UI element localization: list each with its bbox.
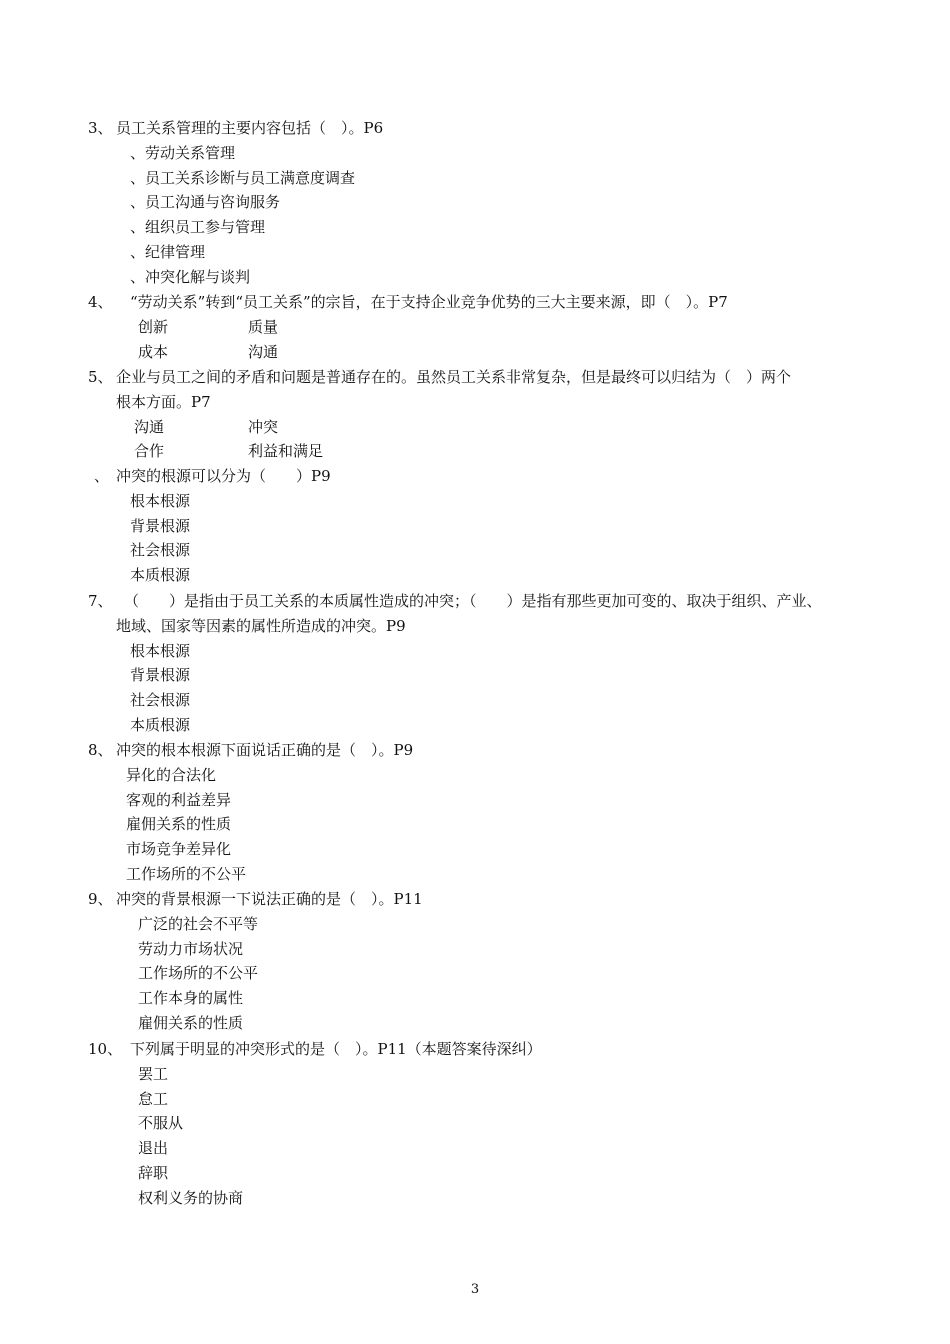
question-number: 10、 [88, 1040, 123, 1058]
question-text: 下列属于明显的冲突形式的是（ ）。P11（本题答案待深纠） [130, 1040, 542, 1058]
question-10-stem [88, 1037, 868, 1062]
option-row [88, 340, 868, 365]
option: 广泛的社会不平等 [138, 914, 259, 933]
question-3-stem [88, 116, 868, 141]
question-text: 员工关系管理的主要内容包括（ ）。P6 [116, 119, 384, 137]
question-4-stem [88, 290, 868, 315]
question-text: （ ）是指由于员工关系的本质属性造成的冲突；（ ）是指有那些更加可变的、取决于组织、产业、 [124, 592, 822, 610]
question-text: 冲突的背景根源一下说法正确的是（ ）。P11 [116, 890, 423, 908]
option: 客观的利益差异 [126, 790, 232, 809]
question-3 [88, 116, 868, 290]
question-6 [88, 464, 868, 588]
question-7 [88, 589, 868, 738]
option: 沟通 [248, 342, 279, 361]
question-text: “劳动关系”转到“员工关系”的宗旨，在于支持企业竞争优势的三大主要来源，即（ ）。P7 [130, 293, 728, 311]
option-row [88, 439, 868, 464]
question-number: 5、 [88, 368, 113, 386]
question-number: 3、 [88, 119, 113, 137]
question-number: 8、 [88, 741, 113, 759]
option: 质量 [248, 317, 279, 336]
question-text-continued: 地域、国家等因素的属性所造成的冲突。P9 [116, 616, 406, 635]
question-6-stem [88, 464, 868, 489]
option: 、纪律管理 [130, 242, 206, 261]
option: 雇佣关系的性质 [126, 815, 232, 834]
option: 、冲突化解与谈判 [130, 267, 251, 286]
option: 工作本身的属性 [138, 989, 244, 1008]
question-number: 9、 [88, 890, 113, 908]
question-number: 、 [94, 467, 110, 485]
question-text: 冲突的根本根源下面说话正确的是（ ）。P9 [116, 741, 414, 759]
option: 本质根源 [130, 566, 191, 585]
question-7-stem [88, 589, 868, 614]
question-5 [88, 365, 868, 464]
question-8-stem [88, 738, 868, 763]
option: 退出 [138, 1139, 169, 1158]
option: 异化的合法化 [126, 765, 217, 784]
question-5-stem [88, 365, 868, 390]
option-row [88, 315, 868, 340]
option: 、员工沟通与咨询服务 [130, 193, 281, 212]
question-text-continued: 根本方面。P7 [116, 392, 211, 411]
option: 工作场所的不公平 [138, 964, 259, 983]
option: 背景根源 [130, 666, 191, 685]
question-text: 冲突的根源可以分为（ ）P9 [116, 467, 331, 485]
option: 利益和满足 [248, 442, 324, 461]
question-9 [88, 887, 868, 1036]
question-10 [88, 1037, 868, 1211]
option: 社会根源 [130, 541, 191, 560]
option: 、员工关系诊断与员工满意度调查 [130, 168, 356, 187]
option: 市场竞争差异化 [126, 840, 232, 859]
option-row [88, 415, 868, 440]
option: 权利义务的协商 [138, 1188, 244, 1207]
question-text: 企业与员工之间的矛盾和问题是普通存在的。虽然员工关系非常复杂，但是最终可以归结为（ ）两个 [116, 368, 792, 386]
option: 不服从 [138, 1114, 184, 1133]
option: 工作场所的不公平 [126, 864, 247, 883]
question-number: 4、 [88, 293, 113, 311]
option: 沟通 [134, 417, 165, 436]
option: 根本根源 [130, 641, 191, 660]
option: 、组织员工参与管理 [130, 218, 266, 237]
option: 根本根源 [130, 491, 191, 510]
option: 合作 [134, 442, 165, 461]
question-number: 7、 [88, 592, 113, 610]
question-9-stem [88, 887, 868, 912]
option: 创新 [138, 317, 169, 336]
option: 、劳动关系管理 [130, 143, 236, 162]
page-number: 3 [470, 1282, 480, 1297]
option: 怠工 [138, 1089, 169, 1108]
option: 辞职 [138, 1163, 169, 1182]
option: 雇佣关系的性质 [138, 1013, 244, 1032]
option: 背景根源 [130, 516, 191, 535]
question-8 [88, 738, 868, 887]
option: 本质根源 [130, 715, 191, 734]
option: 社会根源 [130, 691, 191, 710]
option: 罢工 [138, 1064, 169, 1083]
option: 劳动力市场状况 [138, 939, 244, 958]
option: 冲突 [248, 417, 279, 436]
option: 成本 [138, 342, 169, 361]
question-4 [88, 290, 868, 364]
